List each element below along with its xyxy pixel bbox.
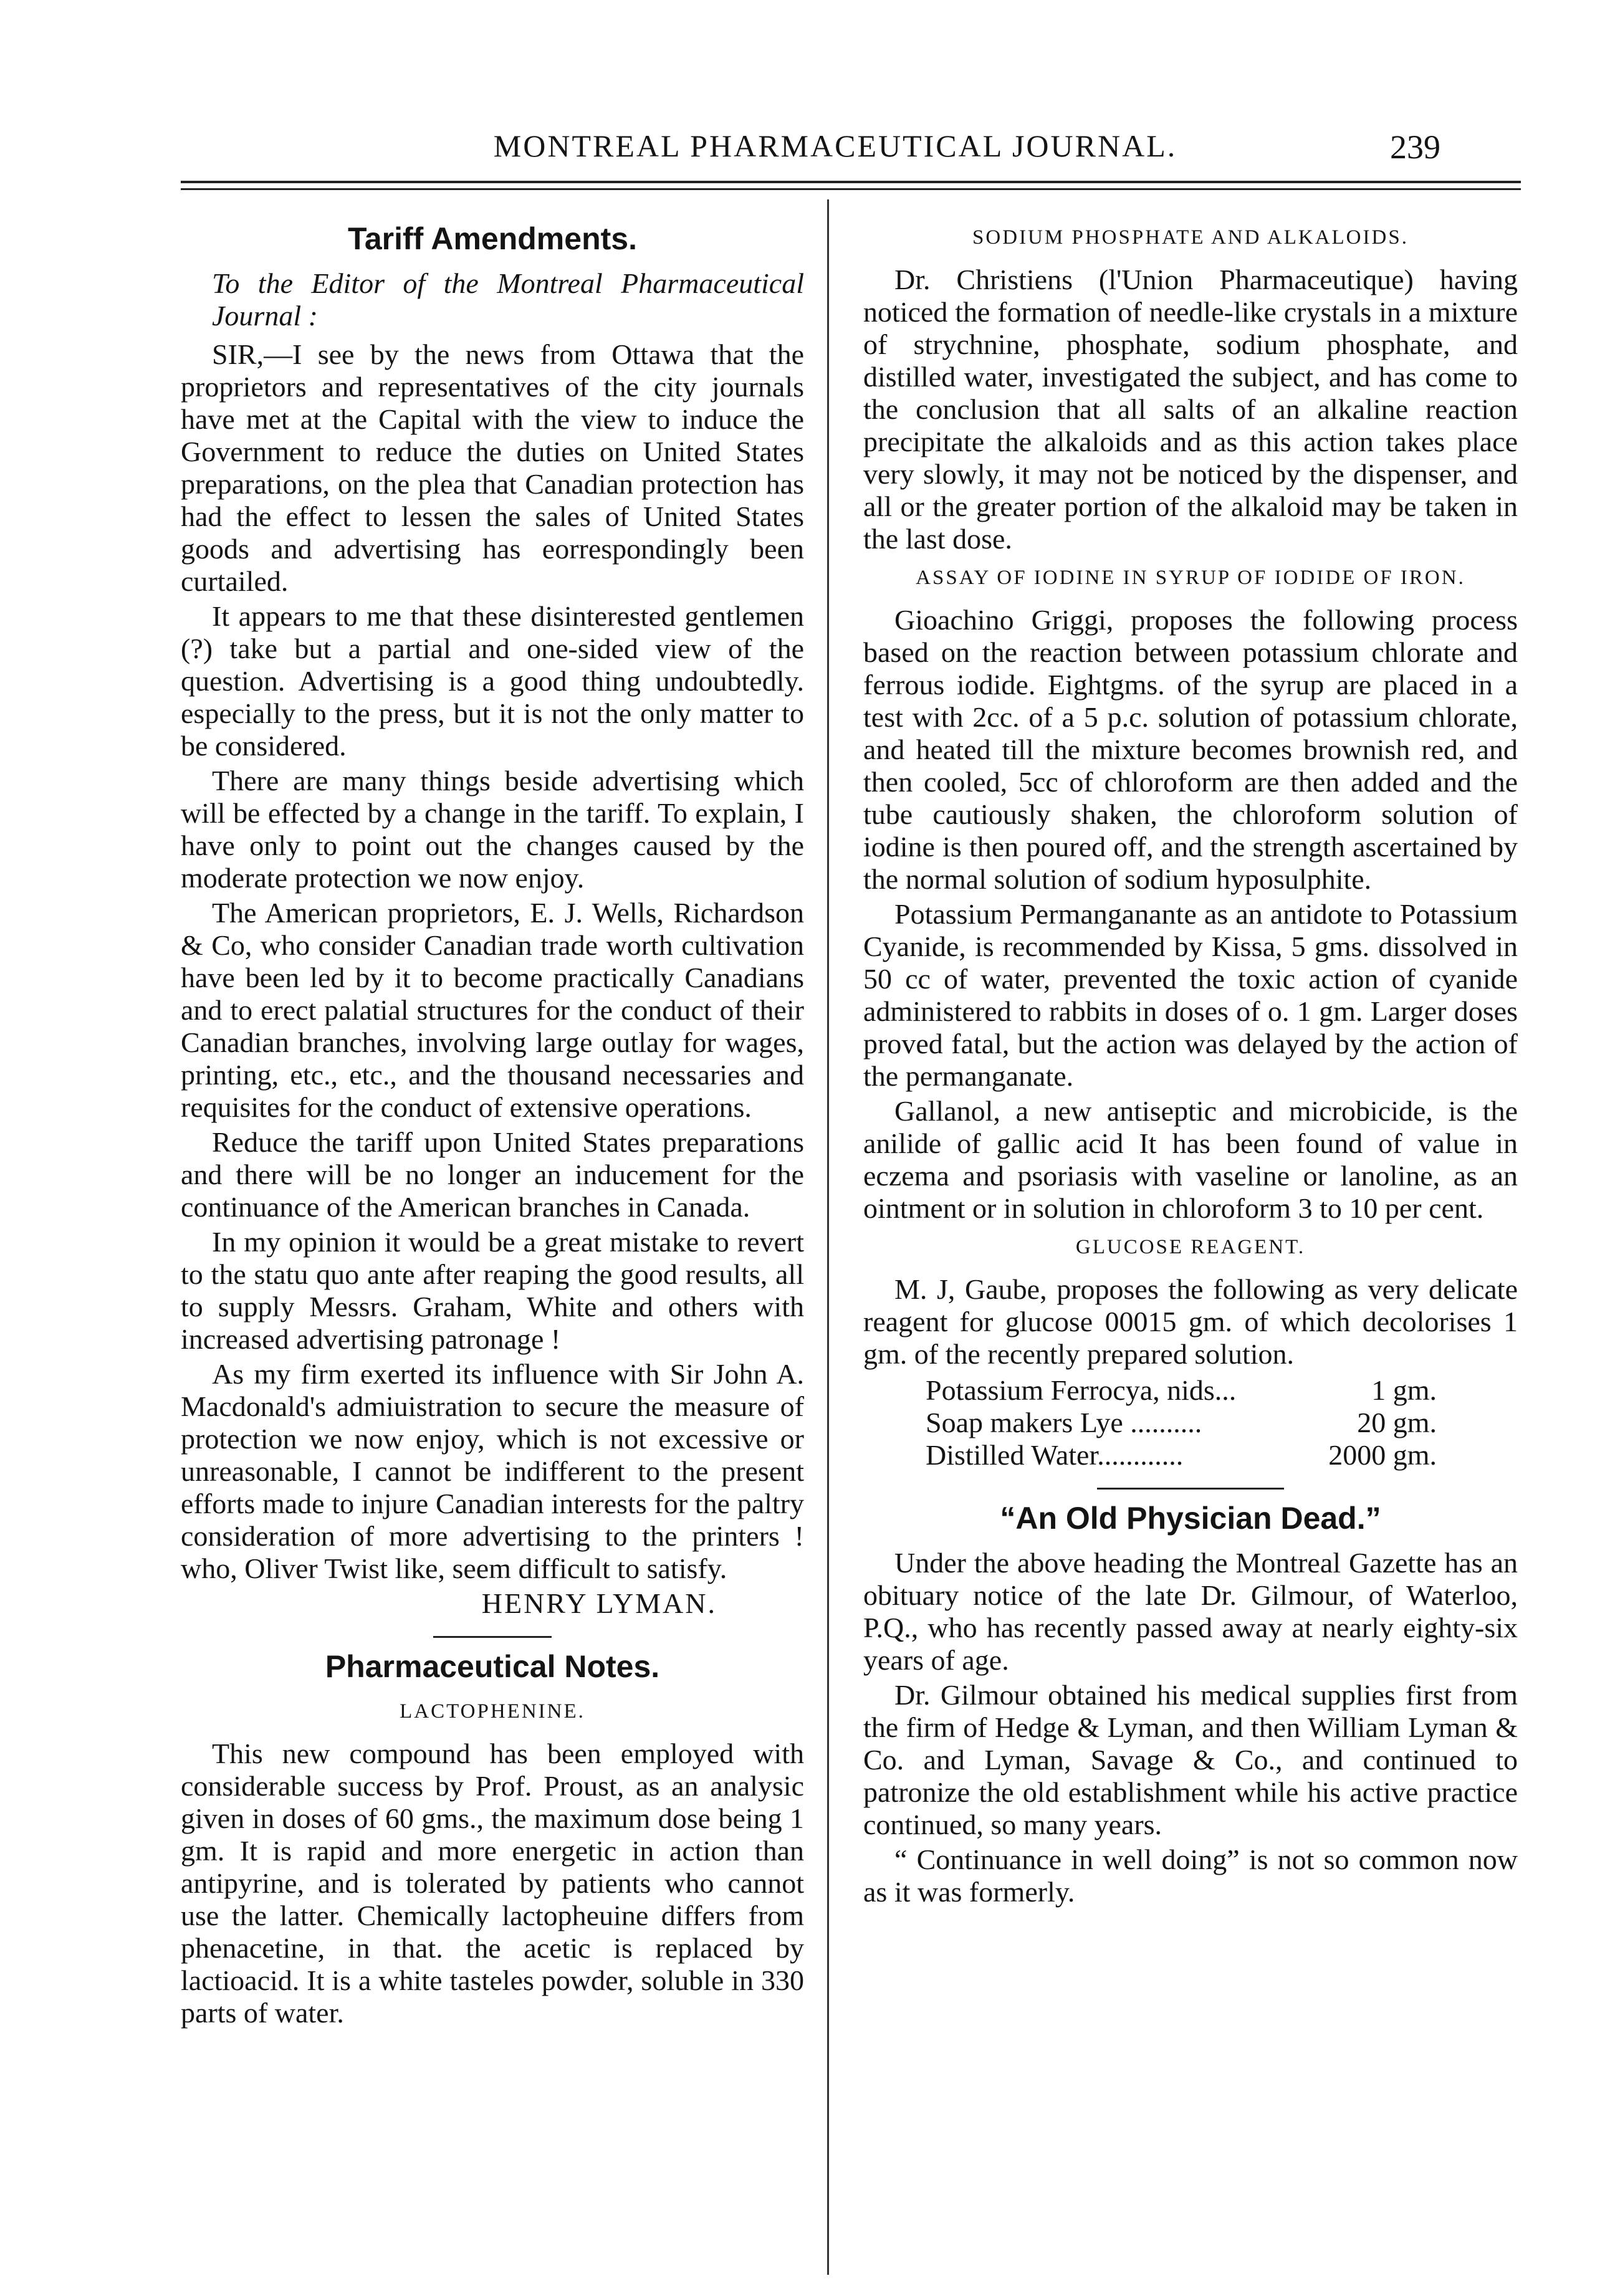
paragraph: Dr. Christiens (l'Union Pharmaceutique) having noticed the formation of needle-like crystals in a mixture of strychnine, phosphate, sodium phosphate, and distilled water, investigated the subject, and has come to the conclusion that all salts of an alkaline reaction precipitate the alkaloids and as this action takes place very slowly, it may not be noticed by the dispenser, and all or the greater portion of the alkaloid may be taken in the last dose. bbox=[863, 264, 1518, 555]
paragraph: Potassium Permanganante as an antidote to Potassium Cyanide, is recommended by Kissa, 5 gms. dissolved in 50 cc of water, prevented the toxic action of cyanide administered to rabbits in doses of o. 1 gm. Larger doses proved fatal, but the action was delayed by the action of the permanganate. bbox=[863, 898, 1518, 1092]
signature-text: HENRY LYMAN. bbox=[481, 1587, 717, 1619]
recipe-row bbox=[926, 1439, 1518, 1471]
paragraph: There are many things beside advertising which will be effected by a change in the tariff. To explain, I have only to point out the changes caused by the moderate protection we now enjoy. bbox=[181, 765, 804, 894]
paragraph: As my firm exerted its influence with Sir John A. Macdonald's admiuistration to secure the measure of protection we now enjoy, which is not excessive or unreasonable, I cannot be indifferent to the present efforts made to injure Canadian interests for the paltry consideration of more advertising to the printers ! who, Oliver Twist like, seem difficult to satisfy. bbox=[181, 1358, 804, 1584]
paragraph: Gallanol, a new antiseptic and microbicide, is the anilide of gallic acid It has been found of value in eczema and psoriasis with vaseline or lanoline, as an ointment or in solution in chloroform 3 to 10 per cent. bbox=[863, 1095, 1518, 1224]
article-title-notes: Pharmaceutical Notes. bbox=[325, 1649, 660, 1684]
right-column bbox=[863, 215, 1518, 1908]
paragraph: SIR,—I see by the news from Ottawa that the proprietors and representatives of the city journals have met at the Capital with the view to induce the Government to reduce the duties on United States preparations, on the plea that Canadian protection has had the effect to lessen the sales of United States goods and advertising has eorrespondingly been curtailed. bbox=[181, 338, 804, 597]
paragraph: Reduce the tariff upon United States preparations and there will be no longer an inducement for the continuance of the American branches in Canada. bbox=[181, 1126, 804, 1223]
subhead-sodium-phosphate: SODIUM PHOSPHATE AND ALKALOIDS. bbox=[972, 226, 1409, 249]
paragraph: Dr. Gilmour obtained his medical supplies first from the firm of Hedge & Lyman, and then William Lyman & Co. and Lyman, Savage & Co., and continued to patronize the old establishment while his active practice continued, so many years. bbox=[863, 1679, 1518, 1840]
recipe-item: Distilled Water............ bbox=[926, 1439, 1184, 1471]
salutation: To the Editor of the Montreal Pharmaceutical Journal : bbox=[212, 267, 804, 332]
recipe-quantity: 20 gm. bbox=[1357, 1407, 1437, 1438]
recipe-quantity: 1 gm. bbox=[1371, 1374, 1437, 1406]
section-rule bbox=[433, 1636, 552, 1638]
subhead-glucose-reagent: GLUCOSE REAGENT. bbox=[1075, 1236, 1306, 1258]
paragraph: Under the above heading the Montreal Gazette has an obituary notice of the late Dr. Gilmour, of Waterloo, P.Q., who has recently passed away at nearly eighty-six years of age. bbox=[863, 1547, 1518, 1676]
signature bbox=[181, 1587, 804, 1620]
section-rule bbox=[1097, 1488, 1284, 1490]
recipe-row bbox=[926, 1374, 1518, 1407]
header-rule-secondary bbox=[181, 188, 1521, 190]
recipe-row bbox=[926, 1407, 1518, 1439]
header-rule bbox=[181, 181, 1521, 183]
article-title-physician: “An Old Physician Dead.” bbox=[1000, 1501, 1381, 1536]
paragraph: M. J, Gaube, proposes the following as very delicate reagent for glucose 00015 gm. of which decolorises 1 gm. of the recently prepared solution. bbox=[863, 1273, 1518, 1370]
paragraph: The American proprietors, E. J. Wells, Richardson & Co, who consider Canadian trade worth cultivation have been led by it to become practically Canadians and to erect palatial structures for the conduct of their Canadian branches, involving large outlay for wages, printing, etc., etc., and the thousand necessaries and requisites for the conduct of extensive operations. bbox=[181, 897, 804, 1123]
recipe-list bbox=[926, 1374, 1518, 1471]
subhead-lactophenine: LACTOPHENINE. bbox=[400, 1700, 585, 1723]
paragraph: In my opinion it would be a great mistake to revert to the statu quo ante after reaping the good results, all to supply Messrs. Graham, White and others with increased advertising patronage ! bbox=[181, 1226, 804, 1355]
left-column bbox=[181, 215, 804, 2029]
paragraph: Gioachino Griggi, proposes the following process based on the reaction between potassium chlorate and ferrous iodide. Eightgms. of the syrup are placed in a test with 2cc. of a 5 p.c. solution of potassium chlorate, and heated till the mixture becomes brownish red, and then cooled, 5cc of chloroform are then added and the tube cautiously shaken, the chloroform solution of iodine is then poured off, and the strength ascertained by the normal solution of sodium hyposulphite. bbox=[863, 604, 1518, 895]
subhead-iodine-assay: ASSAY OF IODINE IN SYRUP OF IODIDE OF IRON. bbox=[916, 567, 1465, 589]
recipe-quantity: 2000 gm. bbox=[1328, 1439, 1437, 1471]
running-head: MONTREAL PHARMACEUTICAL JOURNAL. bbox=[493, 128, 1177, 163]
page-number: 239 bbox=[1390, 128, 1440, 166]
column-divider bbox=[827, 199, 829, 2275]
recipe-item: Potassium Ferrocya, nids... bbox=[926, 1374, 1237, 1406]
paragraph: This new compound has been employed with considerable success by Prof. Proust, as an analysic given in doses of 60 gms., the maximum dose being 1 gm. It is rapid and more energetic in action than antipyrine, and is tolerated by patients who cannot use the latter. Chemically lactopheuine differs from phenacetine, in that. the acetic is replaced by lactioacid. It is a white tasteles powder, soluble in 330 parts of water. bbox=[181, 1738, 804, 2029]
paragraph: “ Continuance in well doing” is not so common now as it was formerly. bbox=[863, 1844, 1518, 1908]
article-title-tariff: Tariff Amendments. bbox=[348, 221, 637, 256]
recipe-item: Soap makers Lye .......... bbox=[926, 1407, 1202, 1438]
paragraph: It appears to me that these disinterested gentlemen (?) take but a partial and one-sided view of the question. Advertising is a good thing undoubtedly. especially to the press, but it is not the only matter to be considered. bbox=[181, 600, 804, 762]
